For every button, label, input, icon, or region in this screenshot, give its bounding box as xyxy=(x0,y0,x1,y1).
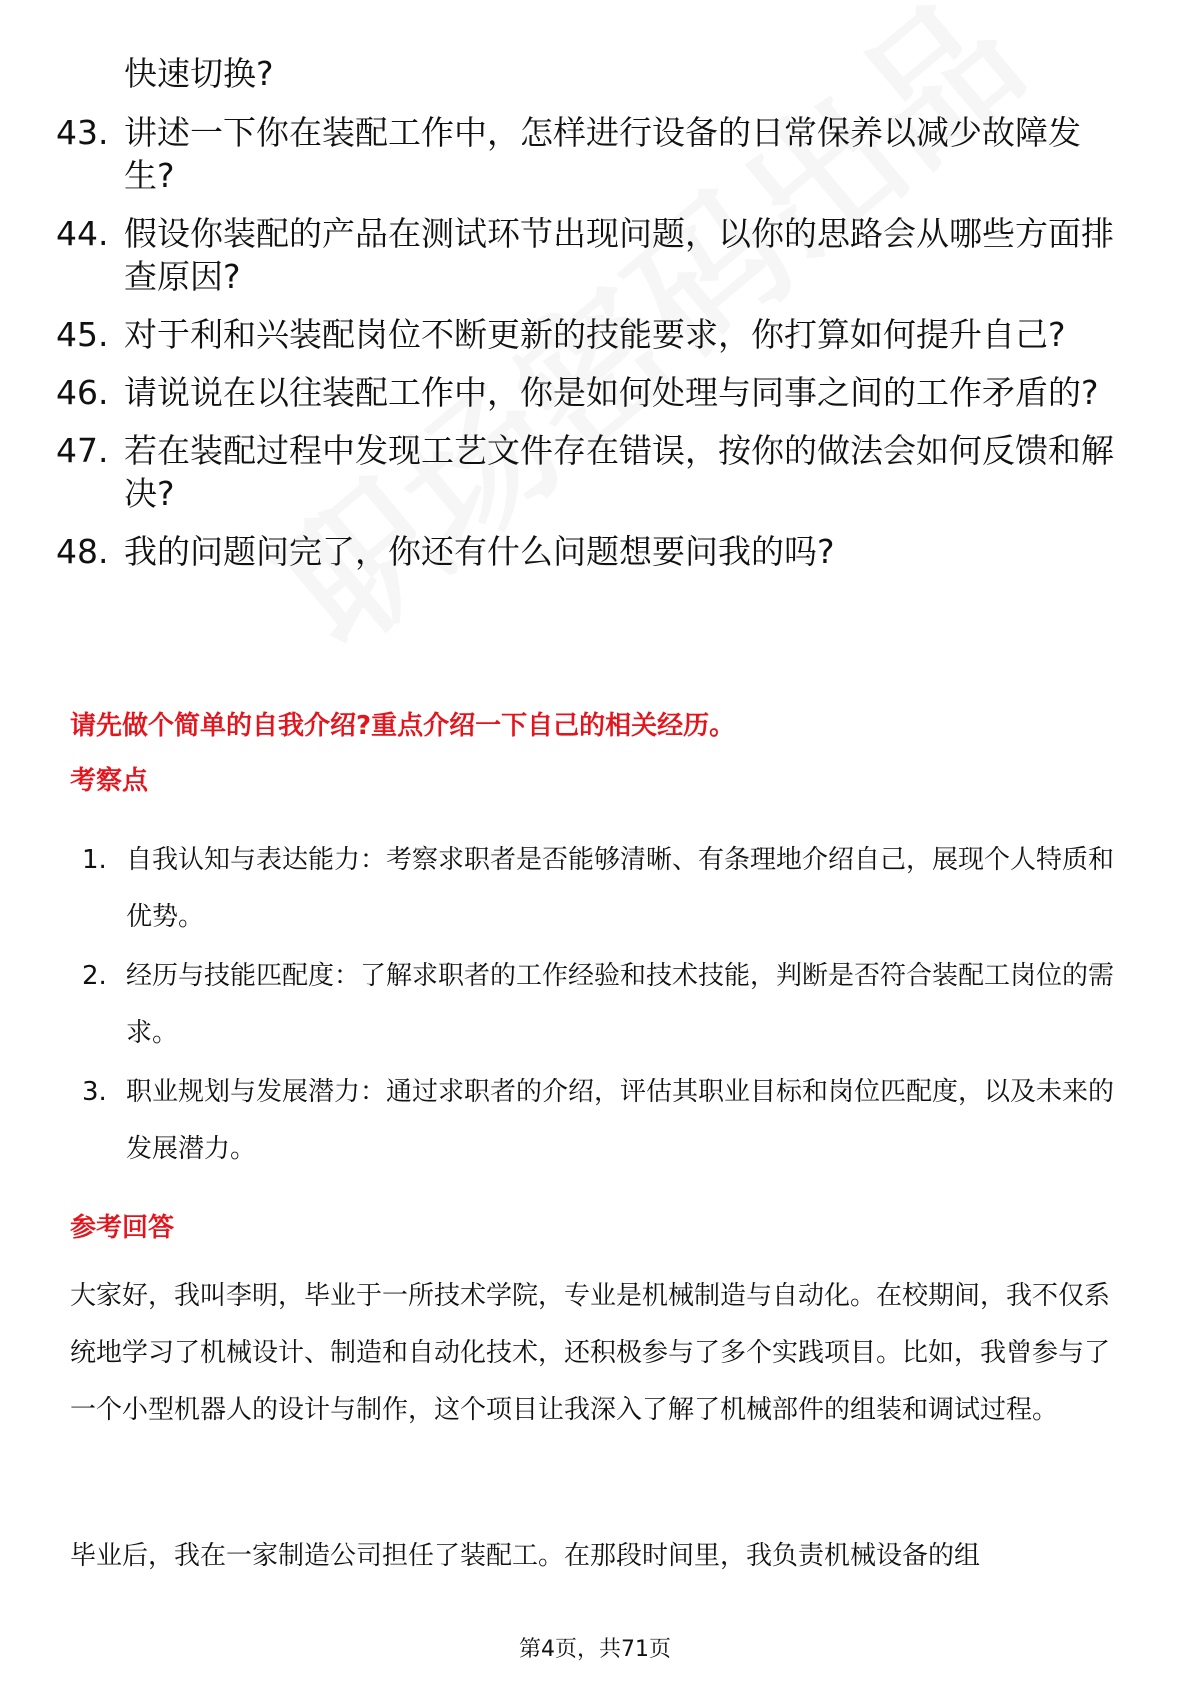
answer-paragraph: 毕业后，我在一家制造公司担任了装配工。在那段时间里，我负责机械设备的组 xyxy=(70,1541,981,1571)
question-text: 我的问题问完了，你还有什么问题想要问我的吗? xyxy=(124,532,835,571)
list-item xyxy=(56,371,1116,414)
list-item xyxy=(56,429,1116,515)
point-text: 职业规划与发展潜力：通过求职者的介绍，评估其职业目标和岗位匹配度，以及未来的发展潜力。 xyxy=(126,1077,1115,1164)
question-number: 46. xyxy=(56,373,109,412)
question-number: 45. xyxy=(56,315,109,354)
answer-paragraph: 大家好，我叫李明，毕业于一所技术学院，专业是机械制造与自动化。在校期间，我不仅系统地学习了机械设计、制造和自动化技术，还积极参与了多个实践项目。比如，我曾参与了一个小型机器人的设计与制作，这个项目让我深入了解了机械部件的组装和调试过程。 xyxy=(70,1281,1111,1425)
list-item xyxy=(56,212,1116,298)
point-number: 2. xyxy=(82,961,107,991)
question-continuation: 快速切换? xyxy=(124,54,274,93)
question-text: 假设你装配的产品在测试环节出现问题，以你的思路会从哪些方面排查原因? xyxy=(124,214,1114,296)
point-number: 1. xyxy=(82,845,107,875)
points-list xyxy=(82,832,1122,1180)
question-list xyxy=(56,111,1116,588)
list-item xyxy=(56,111,1116,197)
list-item xyxy=(56,313,1116,356)
point-text: 自我认知与表达能力：考察求职者是否能够清晰、有条理地介绍自己，展现个人特质和优势。 xyxy=(126,845,1115,932)
question-number: 48. xyxy=(56,532,109,571)
point-text: 经历与技能匹配度：了解求职者的工作经验和技术技能，判断是否符合装配工岗位的需求。 xyxy=(126,961,1115,1048)
question-number: 47. xyxy=(56,431,109,470)
answer-heading: 参考回答 xyxy=(70,1213,175,1243)
question-number: 43. xyxy=(56,113,109,152)
question-text: 请说说在以往装配工作中，你是如何处理与同事之间的工作矛盾的? xyxy=(124,373,1099,412)
question-text: 讲述一下你在装配工作中，怎样进行设备的日常保养以减少故障发生? xyxy=(124,113,1081,195)
list-item xyxy=(82,1064,1122,1178)
list-item xyxy=(56,530,1116,573)
list-item xyxy=(82,832,1122,946)
points-heading: 考察点 xyxy=(70,766,149,796)
list-item xyxy=(82,948,1122,1062)
page-footer: 第4页，共71页 xyxy=(519,1637,671,1662)
question-text: 对于利和兴装配岗位不断更新的技能要求，你打算如何提升自己? xyxy=(124,315,1066,354)
question-number: 44. xyxy=(56,214,109,253)
question-text: 若在装配过程中发现工艺文件存在错误，按你的做法会如何反馈和解决? xyxy=(124,431,1114,513)
point-number: 3. xyxy=(82,1077,107,1107)
section-question-title: 请先做个简单的自我介绍?重点介绍一下自己的相关经历。 xyxy=(70,711,736,741)
